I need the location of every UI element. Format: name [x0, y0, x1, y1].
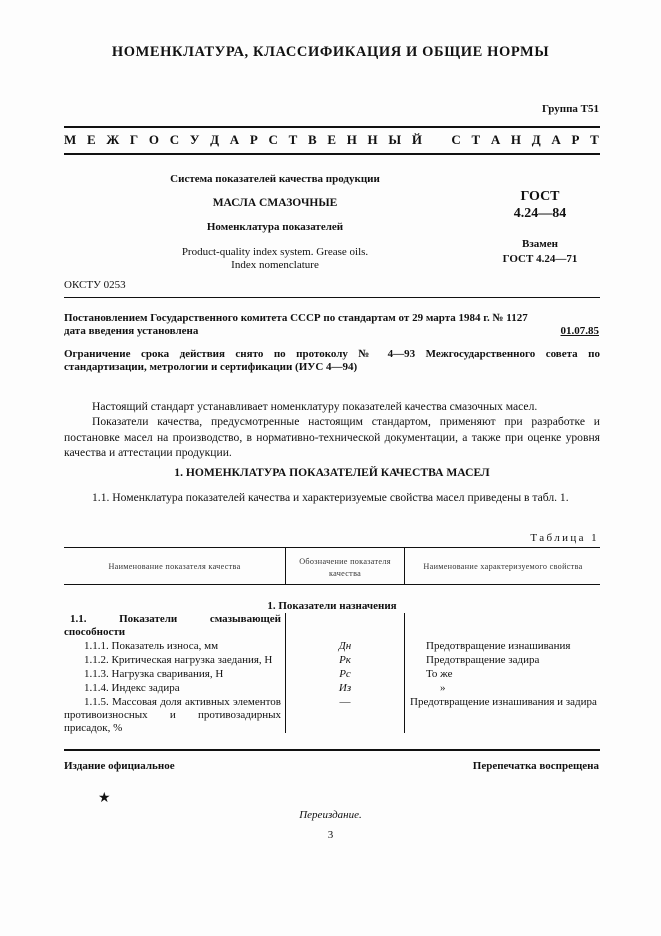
banner-letter: А	[490, 132, 501, 147]
banner-letter: С	[451, 132, 461, 147]
banner-letter: В	[307, 132, 317, 147]
intro-paragraph: Настоящий стандарт устанавливает номенклатуру показателей качества смазочных масел.	[92, 400, 538, 413]
table-header-name: Наименование показателя качества	[108, 562, 241, 571]
replaces-block	[480, 237, 600, 267]
document-subtitle: Номенклатура показателей	[206, 221, 344, 233]
banner-letter: Р	[571, 132, 580, 147]
banner-letter: Д	[531, 132, 541, 147]
english-title-line: Product-quality index system. Grease oils.	[181, 246, 369, 258]
banner-letter: Н	[510, 132, 522, 147]
banner-letter: Е	[327, 132, 336, 147]
banner-letter: Ж	[106, 132, 120, 147]
table-row-name: 1.1.5. Массовая доля активных элементов противоизносных и противозадирных присадок, %	[64, 696, 281, 735]
table-row-symbol: —	[339, 696, 351, 708]
reprint-notice: Перепечатка воспрещена	[472, 760, 599, 772]
product-title: МАСЛА СМАЗОЧНЫЕ	[212, 197, 338, 209]
banner-letter: Т	[288, 132, 298, 147]
gost-designation	[480, 188, 600, 222]
scope-paragraph: Показатели качества, предусмотренные настоящим стандартом, применяют при разработке и постановке масел на производство, в нормативно-технической документации, а также при оценке уровня качества и аттестации продукции.	[64, 415, 600, 460]
table-column-divider	[404, 613, 405, 733]
table-row-name: 1.1.2. Критическая нагрузка заедания, Н	[84, 654, 273, 666]
top-rule	[64, 126, 600, 128]
table-subgroup-title: 1.1. Показатели смазывающей способности	[64, 613, 281, 639]
table-group-title: 1. Показатели назначения	[267, 600, 397, 612]
banner-letter: Г	[129, 132, 139, 147]
banner-letter: С	[169, 132, 180, 147]
okstu-code: ОКСТУ 0253	[64, 279, 126, 291]
replaces-number: ГОСТ 4.24—71	[502, 253, 578, 265]
banner-letter: Д	[210, 132, 220, 147]
effective-date-label: дата введения установлена	[64, 325, 199, 337]
table-row-name: 1.1.1. Показатель износа, мм	[84, 640, 219, 652]
banner-letter: Р	[249, 132, 258, 147]
table-row-name: 1.1.3. Нагрузка сваривания, Н	[84, 668, 224, 680]
table-column-divider	[404, 547, 405, 584]
table-column-divider	[285, 547, 286, 584]
restriction-note: Ограничение срока действия снято по протоколу № 4—93 Межгосударственного совета по стандартизации, метрологии и сертификации (ИУС 4—94)	[64, 348, 600, 373]
table-row-symbol: Рк	[339, 654, 351, 666]
table-row-property: Предотвращение изнашивания	[426, 640, 571, 652]
page-number: 3	[327, 829, 334, 841]
table-row-symbol: Из	[338, 682, 352, 694]
gost-number: 4.24—84	[513, 206, 567, 221]
banner-letter: С	[268, 132, 278, 147]
table-row-property: Предотвращение изнашивания и задира	[410, 696, 597, 708]
banner-letter: Й	[411, 132, 422, 147]
banner-letter: Н	[346, 132, 357, 147]
clause-1-1: 1.1. Номенклатура показателей качества и характеризуемые свойства масел приведены в табл. 1.	[92, 491, 569, 504]
banner-letter: М	[64, 132, 77, 147]
banner-letter: О	[148, 132, 160, 147]
decree-line: Постановлением Государственного комитета СССР по стандартам от 29 марта 1984 г. № 1127	[64, 312, 528, 324]
banner-letter: Т	[471, 132, 481, 147]
banner-letter: Т	[590, 132, 599, 147]
footer-rule	[64, 749, 600, 751]
title-bottom-rule	[64, 297, 600, 298]
table-top-rule	[64, 547, 600, 548]
table-row-symbol: Дн	[338, 640, 352, 652]
table-row-property: »	[440, 682, 446, 694]
banner-letter: Н	[367, 132, 378, 147]
table-row-property: То же	[426, 668, 453, 680]
table-column-divider	[285, 613, 286, 733]
banner-letter: Е	[86, 132, 96, 147]
replaces-label: Взамен	[522, 238, 558, 250]
section-heading: НОМЕНКЛАТУРА, КЛАССИФИКАЦИЯ И ОБЩИЕ НОРМЫ	[111, 44, 550, 60]
table-header-property: Наименование характеризуемого свойства	[423, 562, 583, 571]
banner-letter: А	[551, 132, 561, 147]
star-mark: ★	[98, 791, 111, 806]
reissue-note: Переиздание.	[299, 809, 362, 821]
gost-label: ГОСТ	[520, 189, 560, 204]
banner-letter	[433, 132, 441, 148]
banner-bottom-rule	[64, 153, 600, 155]
banner-letter: А	[229, 132, 240, 147]
group-code: Группа Т51	[541, 103, 599, 115]
interstate-standard-banner	[64, 132, 599, 148]
table-caption: Таблица 1	[530, 532, 599, 544]
english-title	[120, 246, 430, 272]
table-header-rule	[64, 584, 600, 585]
effective-date: 01.07.85	[560, 325, 599, 337]
table-row-property: Предотвращение задира	[426, 654, 540, 666]
english-title-line: Index nomenclature	[231, 259, 319, 271]
table-header-symbol: Обозначение показателя качества	[299, 557, 391, 578]
banner-letter: Ы	[388, 132, 402, 147]
section-1-title: 1. НОМЕНКЛАТУРА ПОКАЗАТЕЛЕЙ КАЧЕСТВА МАСЕЛ	[174, 466, 490, 479]
banner-letter: У	[189, 132, 200, 147]
system-title: Система показателей качества продукции	[170, 173, 380, 185]
official-edition-label: Издание официальное	[64, 760, 175, 772]
table-row-symbol: Рс	[339, 668, 351, 680]
table-row-name: 1.1.4. Индекс задира	[84, 682, 180, 694]
